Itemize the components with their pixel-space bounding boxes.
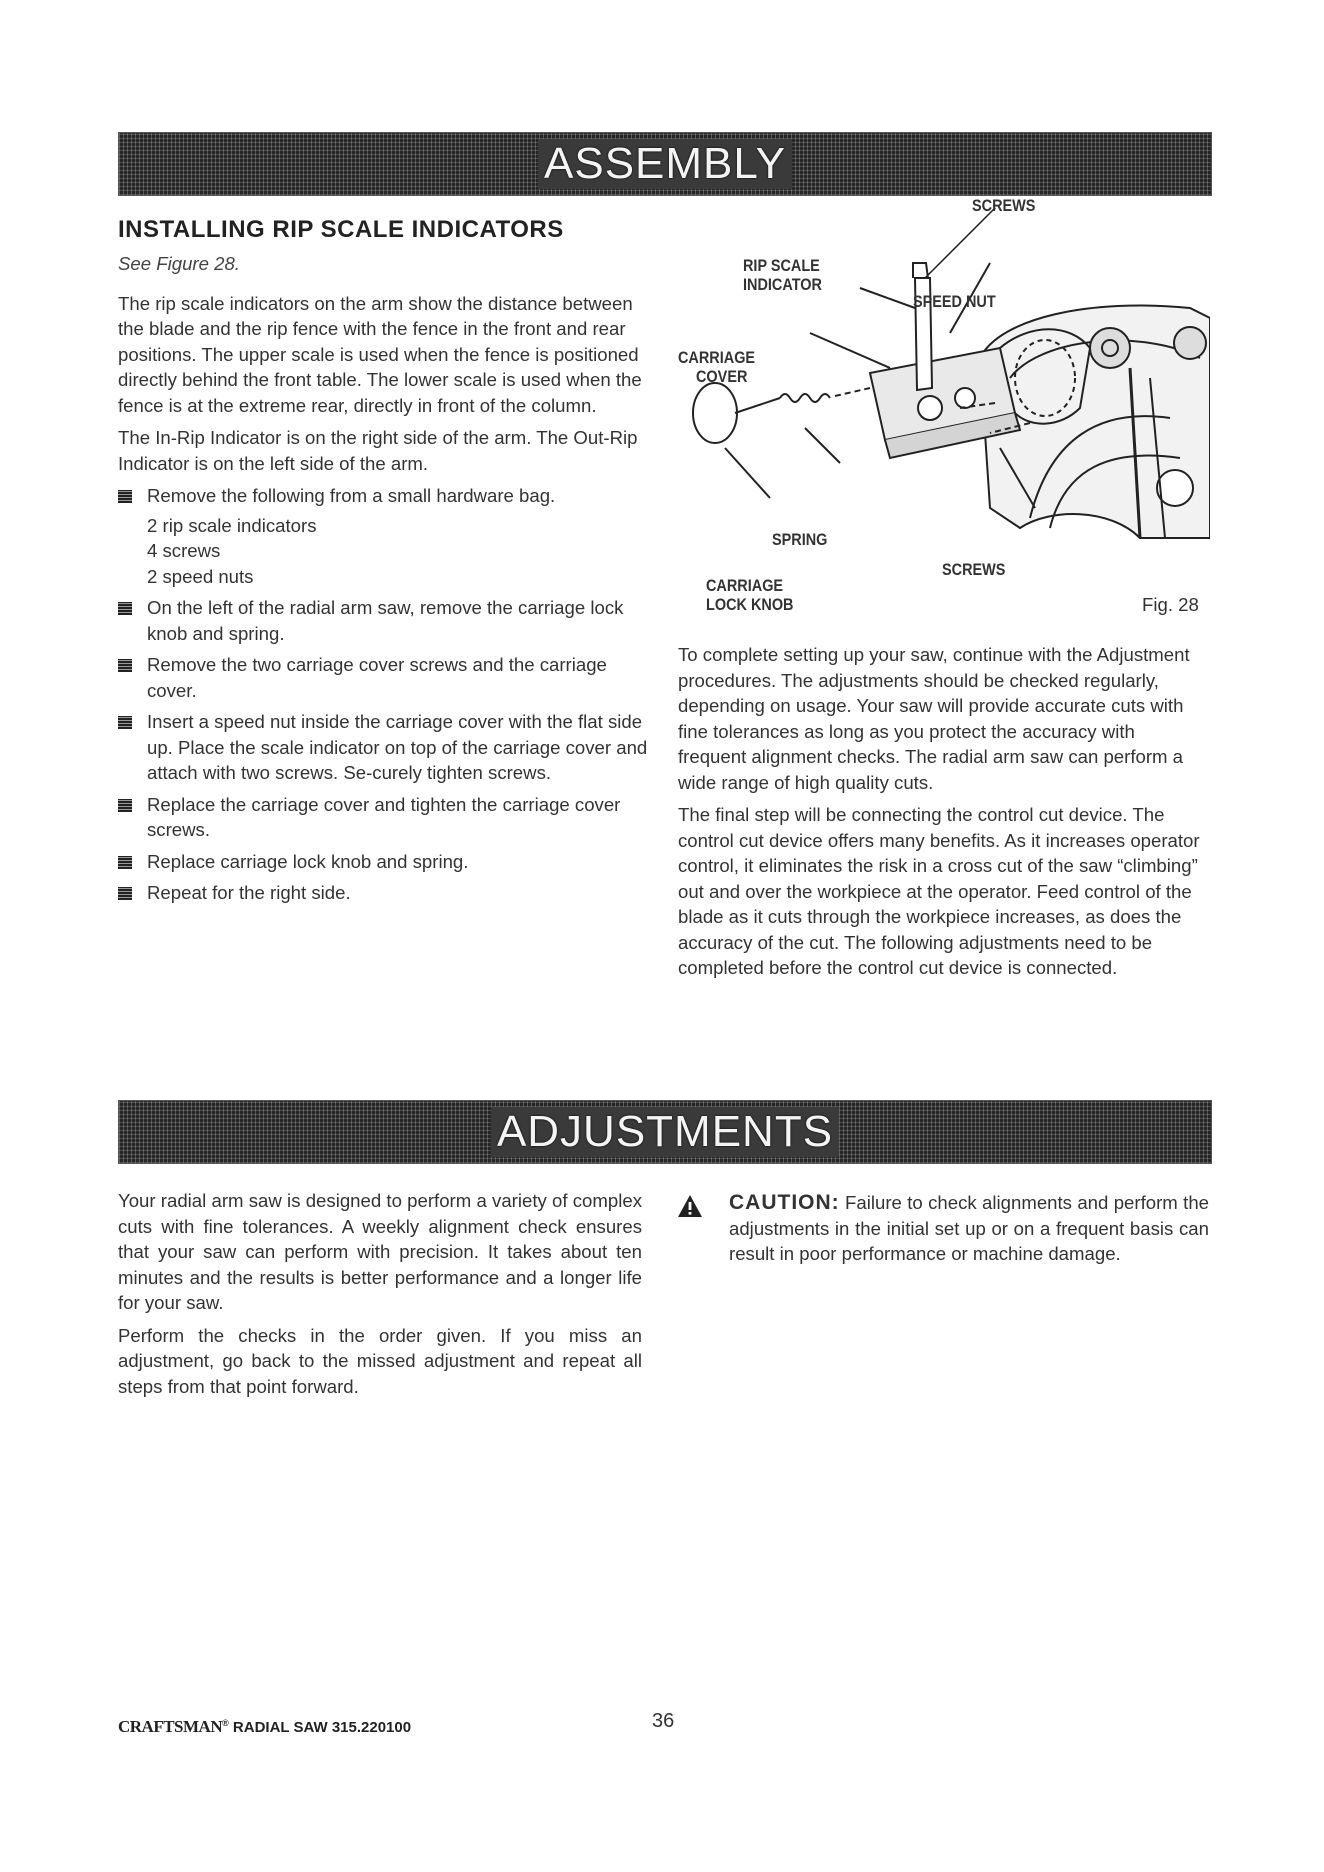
label-screws-top: SCREWS	[972, 196, 1036, 215]
step-item: Replace carriage lock knob and spring.	[118, 849, 648, 875]
adjustments-order-paragraph: Perform the checks in the order given. If you miss an adjustment, go back to the missed adjustment and repeat all steps from that point forward.	[118, 1324, 642, 1397]
caution-text: Failure to check alignments and perform the adjustments in the initial set up or on a frequent basis can result in poor performance or machine damage.	[729, 1192, 1209, 1264]
product-name: RADIAL SAW 315.220100	[232, 1719, 412, 1736]
label-rip-scale-indicator-2: INDICATOR	[743, 275, 822, 294]
registered-mark: ®	[222, 1718, 229, 1728]
caution-label: CAUTION:	[729, 1191, 840, 1214]
part-item: 2 speed nuts	[147, 565, 254, 587]
step-item: Remove the two carriage cover screws and the carriage cover.	[118, 652, 648, 703]
figure-caption: Fig. 28	[1142, 594, 1199, 615]
indicator-side-paragraph: The In-Rip Indicator is on the right side of the arm. The Out-Rip Indicator is on the left side of the arm.	[118, 427, 638, 474]
label-speed-nut: SPEED NUT	[913, 292, 996, 311]
parts-list	[118, 513, 648, 590]
control-cut-paragraph: The final step will be connecting the control cut device. The control cut device offers many benefits. As it increases operator control, it eliminates the risk in a cross cut of the saw “climbing” out and over the workpiece at the operator. Feed control of the blade as it cuts through the workpiece increases, as does the accuracy of the cut. The following adjustments need to be completed before the control cut device is connected.	[678, 804, 1200, 978]
step-item: Replace the carriage cover and tighten the carriage cover screws.	[118, 792, 648, 843]
section-heading: INSTALLING RIP SCALE INDICATORS	[118, 216, 564, 243]
step-remove-parts: Remove the following from a small hardware bag.	[118, 483, 648, 509]
intro-paragraph: The rip scale indicators on the arm show the distance between the blade and the rip fence with the fence in the front and rear positions. The upper scale is used when the fence is positioned directly behind the front table. The lower scale is used when the fence is at the extreme rear, directly in front of the column.	[118, 292, 642, 416]
steps-list-continued	[118, 595, 648, 906]
step-item: Repeat for the right side.	[118, 880, 648, 906]
see-figure-note: See Figure 28.	[118, 253, 240, 274]
page-number: 36	[652, 1710, 675, 1732]
label-carriage-cover-1: CARRIAGE	[678, 348, 756, 367]
figure-28	[670, 196, 1210, 628]
setup-paragraph: To complete setting up your saw, continue with the Adjustment procedures. The adjustments should be checked regularly, depending on usage. Your saw will provide accurate cuts with fine tolerances as long as you protect the accuracy with frequent alignment checks. The radial arm saw can perform a wide range of high quality cuts.	[678, 644, 1190, 793]
label-carriage-lock-knob-2: LOCK KNOB	[706, 595, 794, 614]
brand-logo: CRAFTSMAN	[118, 1717, 223, 1736]
label-rip-scale-indicator-1: RIP SCALE	[743, 256, 820, 275]
part-item: 2 rip scale indicators	[147, 514, 317, 536]
assembly-banner	[118, 132, 1212, 196]
adjustments-paragraph: Your radial arm saw is designed to perform a variety of complex cuts with fine tolerances. A weekly alignment check ensures that your saw can perform with precision. It takes about ten minutes and the results is better performance and a longer life for your saw.	[118, 1190, 642, 1313]
label-carriage-cover-2: COVER	[696, 367, 748, 386]
label-screws-bottom: SCREWS	[942, 560, 1006, 579]
assembly-title: ASSEMBLY	[538, 139, 792, 189]
adjustments-intro	[118, 1188, 642, 1406]
label-spring: SPRING	[772, 530, 828, 549]
caution-block	[677, 1190, 1209, 1267]
part-item: 4 screws	[147, 540, 221, 561]
label-carriage-lock-knob-1: CARRIAGE	[706, 576, 784, 595]
adjustments-banner	[118, 1100, 1212, 1164]
continuation-text	[678, 642, 1208, 988]
footer-product	[118, 1717, 411, 1737]
steps-list	[118, 483, 648, 509]
step-item: Insert a speed nut inside the carriage cover with the flat side up. Place the scale indicator on top of the carriage cover and attach with two screws. Se-curely tighten screws.	[118, 709, 648, 786]
rip-scale-section	[118, 216, 648, 912]
adjustments-title: ADJUSTMENTS	[491, 1107, 839, 1157]
step-item: On the left of the radial arm saw, remove the carriage lock knob and spring.	[118, 595, 648, 646]
